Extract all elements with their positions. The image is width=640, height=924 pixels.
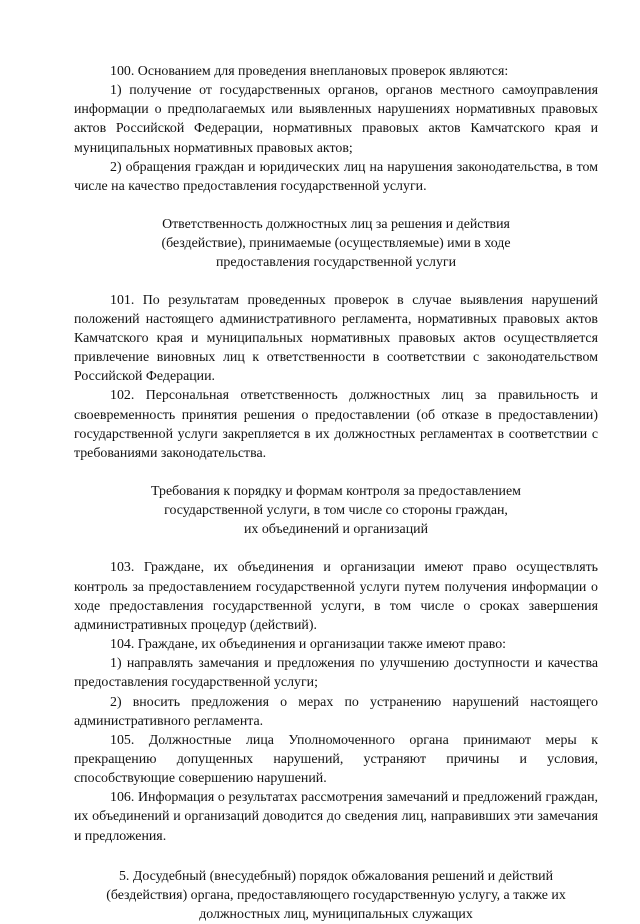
paragraph-104: 104. Граждане, их объединения и организации также имеют право: [110,637,507,653]
paragraph-100-item-2: 2) обращения граждан и юридических лиц на нарушения законодательства, в том числе на качество предоставления государственной услуги. [74,159,598,194]
paragraph-106: 106. Информация о результатах рассмотрения замечаний и предложений граждан, их объединений и организаций доводится до сведения лиц, направивших эти замечания и предложения. [74,790,598,844]
heading-line: (бездействия) органа, предоставляющего государственную услугу, а также их [106,887,566,903]
section-heading-responsibility [74,215,598,272]
paragraph-100-item-1: 1) получение от государственных органов, органов местного самоуправления информации о предполагаемых или выявленных нарушениях нормативных правовых актов Российской Федерации, нормативных правовых актов Камчатского края и муниципальных нормативных правовых актов; [74,83,598,156]
paragraph-103: 103. Граждане, их объединения и организации имеют право осуществлять контроль за предоставлением государственной услуги путем получения информации о ходе предоставления государственной услуги, в том числе о сроках завершения административных процедур (действий). [74,560,598,633]
spacer [74,463,598,482]
heading-line: их объединений и организаций [243,522,429,538]
heading-line: (бездействие), принимаемые (осуществляемые) ими в ходе [161,236,511,252]
paragraph-105: 105. Должностные лица Уполномоченного органа принимают меры к прекращению допущенных нарушений, устраняют причины и условия, способствующие совершению нарушений. [74,732,598,787]
section-heading-control-requirements [74,482,598,539]
spacer [74,539,598,558]
spacer [74,273,598,291]
spacer [74,846,598,867]
paragraph-104-item-1: 1) направлять замечания и предложения по улучшению доступности и качества предоставления государственной услуги; [74,656,598,691]
heading-line: 5. Досудебный (внесудебный) порядок обжалования решений и действий [118,868,554,884]
heading-line: Требования к порядку и формам контроля за предоставлением [151,483,521,499]
section-heading-pretrial-appeal [74,867,598,924]
heading-line: предоставления государственной услуги [215,255,457,271]
spacer [74,196,598,215]
paragraph-102: 102. Персональная ответственность должностных лиц за правильность и своевременность принятия решения о предоставлении (об отказе в предоставлении) государственной услуги закрепляется в их должностных регламентах в соответствии с требованиями законодательства. [74,388,598,461]
paragraph-101: 101. По результатам проведенных проверок в случае выявления нарушений положений настоящего административного регламента, нормативных правовых актов Камчатского края и муниципальных нормативных правовых актов осуществляется привлечение виновных лиц к ответственности в соответствии с законодательством Российской Федерации. [74,292,598,385]
heading-line: Ответственность должностных лиц за решения и действия [162,217,510,233]
heading-line: должностных лиц, муниципальных служащих [199,907,473,923]
paragraph-100: 100. Основанием для проведения внеплановых проверок являются: [110,64,509,79]
paragraph-104-item-2: 2) вносить предложения о мерах по устранению нарушений настоящего административного регламента. [74,694,598,729]
heading-line: государственной услуги, в том числе со стороны граждан, [164,503,508,519]
